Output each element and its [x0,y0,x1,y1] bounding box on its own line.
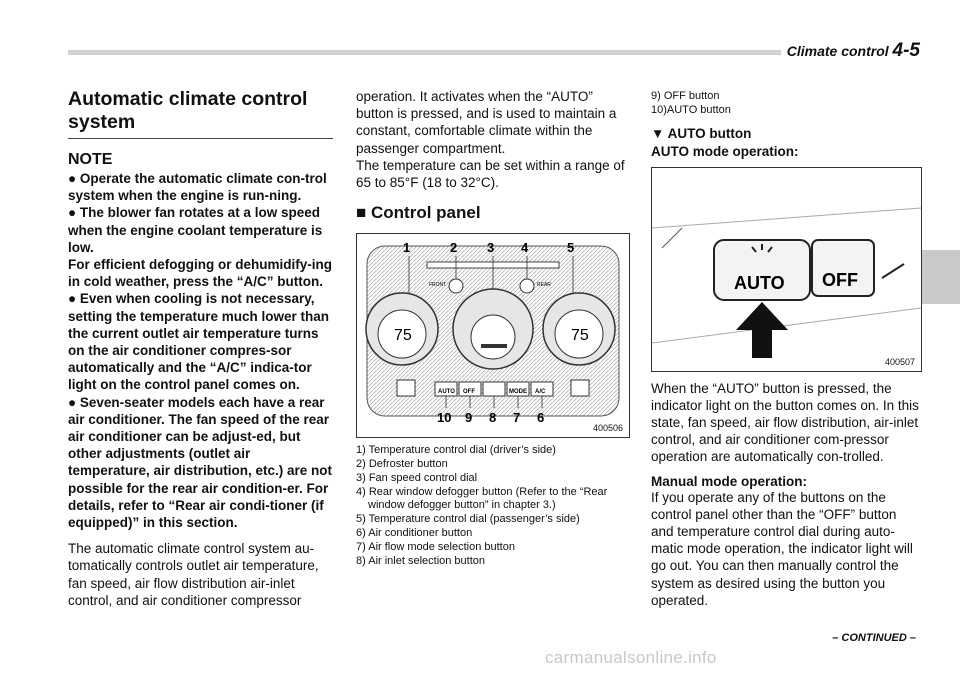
callout-1: 1 [403,240,411,256]
caption-item: 2) Defroster button [356,458,448,471]
rear-label: REAR [537,282,551,289]
auto-off-illustration [652,168,921,371]
note-item: ● Even when cooling is not necessary, setting the temperature much lower than the current outlet air temperature turns on the air conditioner compres-sor automatically and the “A/C” indica-tor light on the control panel comes on. [68,291,330,393]
body-paragraph: The automatic climate control system au-tomatically controls outlet air temperature, fan speed, air flow distribution air-inlet control, and air conditioner compressor [68,541,319,608]
continued-label: – CONTINUED – [832,632,916,644]
note-item: ● The blower fan rotates at a low speed when the engine coolant temperature is low. [68,205,323,255]
manual-mode-heading: Manual mode operation: [651,473,808,489]
caption-item: 8) Air inlet selection button [356,554,486,567]
off-button-label: OFF [463,389,475,396]
note-label: NOTE [68,151,113,168]
caption-item: 6) Air conditioner button [356,527,473,539]
callout-7: 7 [513,410,521,426]
page-header [787,40,920,62]
driver-temp-value: 75 [394,327,412,345]
note-item: ● Seven-seater models each have a rear air conditioner. The fan speed of the rear air conditioner can be adjust-ed, but other adjustments (outlet air temperature, air distribution, etc.) are not possible for the rear air condition-er. For details, refer to “Rear air condi-tioner (if equipped)” in this section. [68,394,333,531]
auto-button-heading: ▼ AUTO button [651,125,752,141]
caption-item: 4) Rear window defogger button (Refer to the “Rear window defogger button” in chapter 3.) [356,485,608,512]
note-item: For efficient defogging or dehumidify-ing in cold weather, press the “A/C” button. [68,257,332,290]
manual-mode-text: If you operate any of the buttons on the control panel other than the “OFF” button and temperature control dial during auto-matic mode operation, the indicator light will go out. You can then manually control the system as desired using the button you operated. [651,489,913,608]
figure-id: 400506 [592,423,623,434]
temperature-range-text: The temperature can be set within a range of 65 to 85°F (18 to 32°C). [356,157,625,191]
callout-2: 2 [450,240,458,256]
page-number: 4-5 [892,40,920,61]
auto-mode-text: When the “AUTO” button is pressed, the indicator light on the button comes on. In this state, fan speed, air flow distribution, air-inlet control, and air conditioner com-pressor operation are automatically con-trolled. [651,380,919,465]
auto-button-label: AUTO [438,389,455,396]
callout-4: 4 [521,240,529,256]
watermark: carmanualsonline.info [545,648,717,667]
caption-item: 1) Temperature control dial (driver’s side) [356,444,556,457]
column-2 [356,88,628,568]
caption-item: 9) OFF button [651,90,720,102]
caption-item: 3) Fan speed control dial [356,471,478,484]
chapter-tab [922,250,960,304]
callout-5: 5 [567,240,575,256]
figure-id: 400507 [884,356,915,367]
control-panel-figure [356,233,630,438]
callout-6: 6 [537,410,545,426]
section-heading: Automatic climate control system [68,88,333,139]
caption-item: 7) Air flow mode selection button [356,540,515,553]
header-rule [68,50,781,55]
note-item: ● Operate the automatic climate con-trol system when the engine is run-ning. [68,171,327,204]
control-panel-illustration [357,234,629,437]
auto-button-figure [651,167,922,372]
callout-9: 9 [465,410,473,426]
front-label: FRONT [429,282,447,289]
column-3 [651,88,922,609]
caption-item: 5) Temperature control dial (passenger’s side) [356,513,580,526]
body-paragraph: operation. It activates when the “AUTO” button is pressed, and is used to maintain a constant, comfortable climate within the passenger compartment. [356,89,617,156]
ac-button-label: A/C [535,389,546,396]
caption-item: 10)AUTO button [651,103,731,116]
control-panel-heading: ■ Control panel [356,203,481,223]
callout-3: 3 [487,240,495,256]
figure-captions [356,444,628,568]
auto-mode-heading: AUTO mode operation: [651,143,799,159]
callout-8: 8 [489,410,497,426]
callout-10: 10 [437,410,452,426]
mode-button-label: MODE [509,389,527,396]
figure-captions-continued [651,90,922,118]
passenger-temp-value: 75 [571,327,589,345]
section-title: Climate control [786,43,889,59]
column-1 [68,88,333,609]
auto-label: AUTO [734,272,785,293]
off-label: OFF [822,269,858,290]
